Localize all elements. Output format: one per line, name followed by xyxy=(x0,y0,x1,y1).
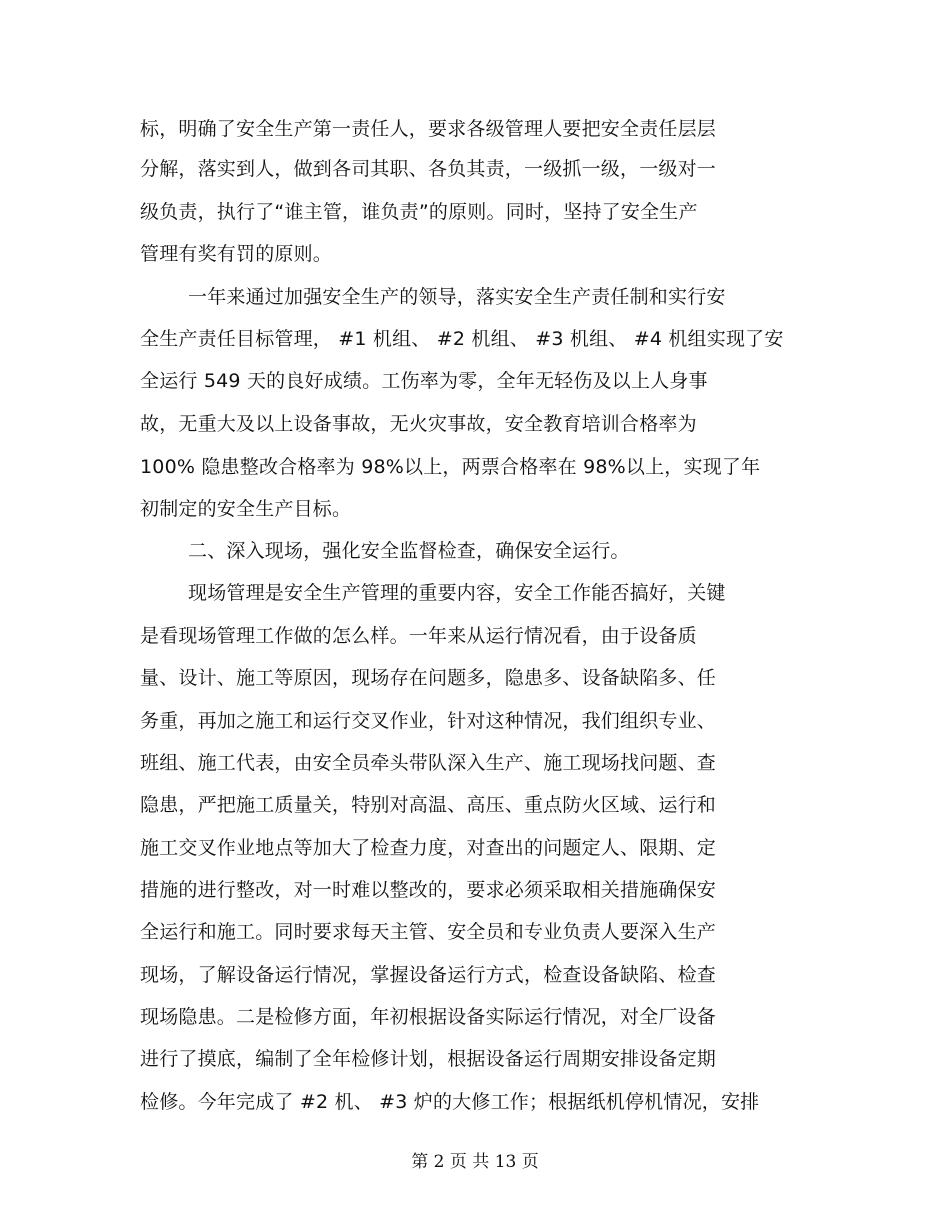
text-line: 100% 隐患整改合格率为 98%以上，两票合格率在 98%以上，实现了年 xyxy=(140,456,761,478)
text-line: 是看现场管理工作做的怎么样。一年来从运行情况看，由于设备质 xyxy=(140,625,697,647)
text-line: 分解，落实到人，做到各司其职、各负其责，一级抓一级，一级对一 xyxy=(140,158,717,180)
text-line: 措施的进行整改，对一时难以整改的，要求必须采取相关措施确保安 xyxy=(140,879,717,901)
paragraph-start-line: 现场管理是安全生产管理的重要内容，安全工作能否搞好，关键 xyxy=(188,582,726,604)
text-line: 隐患，严把施工质量关，特别对高温、高压、重点防火区域、运行和 xyxy=(140,794,717,816)
text-line: 管理有奖有罚的原则。 xyxy=(140,243,333,265)
text-line: 现场，了解设备运行情况，掌握设备运行方式，检查设备缺陷、检查 xyxy=(140,964,717,986)
text-line: 检修。今年完成了 #2 机、 #3 炉的大修工作；根据纸机停机情况，安排 xyxy=(140,1091,760,1113)
text-line: 全运行和施工。同时要求每天主管、安全员和专业负责人要深入生产 xyxy=(140,921,717,943)
text-line: 务重，再加之施工和运行交叉作业，针对这种情况，我们组织专业、 xyxy=(140,710,717,732)
text-line: 标，明确了安全生产第一责任人，要求各级管理人要把安全责任层层 xyxy=(140,118,717,140)
text-line: 现场隐患。二是检修方面，年初根据设备实际运行情况，对全厂设备 xyxy=(140,1006,717,1028)
text-line: 级负责，执行了“谁主管，谁负责”的原则。同时，坚持了安全生产 xyxy=(140,201,698,223)
section-heading: 二、深入现场，强化安全监督检查，确保安全运行。 xyxy=(188,540,630,562)
text-line: 班组、施工代表，由安全员牵头带队深入生产、施工现场找问题、查 xyxy=(140,752,717,774)
paragraph-start-line: 一年来通过加强安全生产的领导，落实安全生产责任制和实行安 xyxy=(188,286,726,308)
text-line: 全生产责任目标管理， #1 机组、 #2 机组、 #3 机组、 #4 机组实现了安 xyxy=(140,328,784,350)
text-line: 进行了摸底，编制了全年检修计划，根据设备运行周期安排设备定期 xyxy=(140,1048,717,1070)
text-line: 量、设计、施工等原因，现场存在问题多，隐患多、设备缺陷多、任 xyxy=(140,667,717,689)
page-footer: 第 2 页 共 13 页 xyxy=(411,1152,539,1172)
text-line: 故，无重大及以上设备事故，无火灾事故，安全教育培训合格率为 xyxy=(140,413,697,435)
text-line: 全运行 549 天的良好成绩。工伤率为零，全年无轻伤及以上人身事 xyxy=(140,370,708,392)
text-line: 施工交叉作业地点等加大了检查力度，对查出的问题定人、限期、定 xyxy=(140,837,717,859)
text-line: 初制定的安全生产目标。 xyxy=(140,498,352,520)
